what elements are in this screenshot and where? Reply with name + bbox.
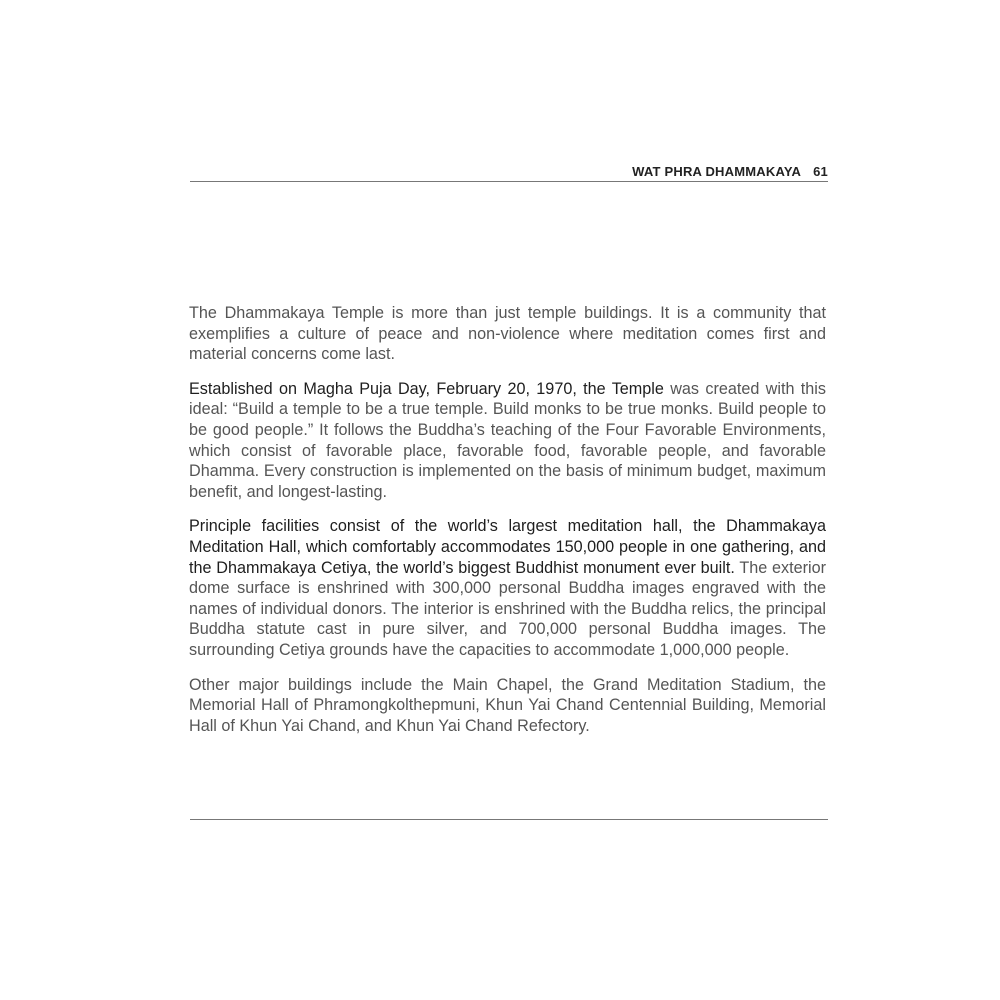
body-text [189,303,826,750]
paragraph-facilities-lead: Principle facilities consist of the world’s largest meditation hall, the Dhammakaya Meditation Hall, which comfortably accommodates 150,000 people in one gathering, and the Dhammakaya Cetiya, the world’s biggest Buddhist monument ever built. [189,517,826,577]
running-header [190,164,828,180]
paragraph-established-lead: Established on Magha Puja Day, February 20, 1970, the Temple [189,379,664,398]
paragraph-established [189,379,826,503]
page-number: 61 [813,164,828,179]
paragraph-established-rest: was created with this ideal: “Build a temple to be a true temple. Build monks to be true monks. Build people to be good people.” It follows the Buddha’s teaching of the Four Favorable Environments, which consist of favorable place, favorable food, favorable people, and favorable Dhamma. Every construction is implemented on the basis of minimum budget, maximum benefit, and longest-lasting. [189,379,826,501]
book-title: WAT PHRA DHAMMAKAYA [632,164,802,179]
paragraph-intro: The Dhammakaya Temple is more than just temple buildings. It is a community that exemplifies a culture of peace and non-violence where meditation comes first and material concerns come last. [189,304,826,364]
header-rule [190,181,828,182]
footer-rule [190,819,828,820]
paragraph-facilities-rest: The exterior dome surface is enshrined with 300,000 personal Buddha images engraved with the names of individual donors. The interior is enshrined with the Buddha relics, the principal Buddha statute cast in pure silver, and 700,000 personal Buddha images. The surrounding Cetiya grounds have the capacities to accommodate 1,000,000 people. [189,558,826,659]
paragraph-buildings: Other major buildings include the Main Chapel, the Grand Meditation Stadium, the Memorial Hall of Phramongkolthepmuni, Khun Yai Chand Centennial Building, Memorial Hall of Khun Yai Chand, and Khun Yai Chand Refectory. [189,675,826,735]
paragraph-facilities [189,516,826,660]
